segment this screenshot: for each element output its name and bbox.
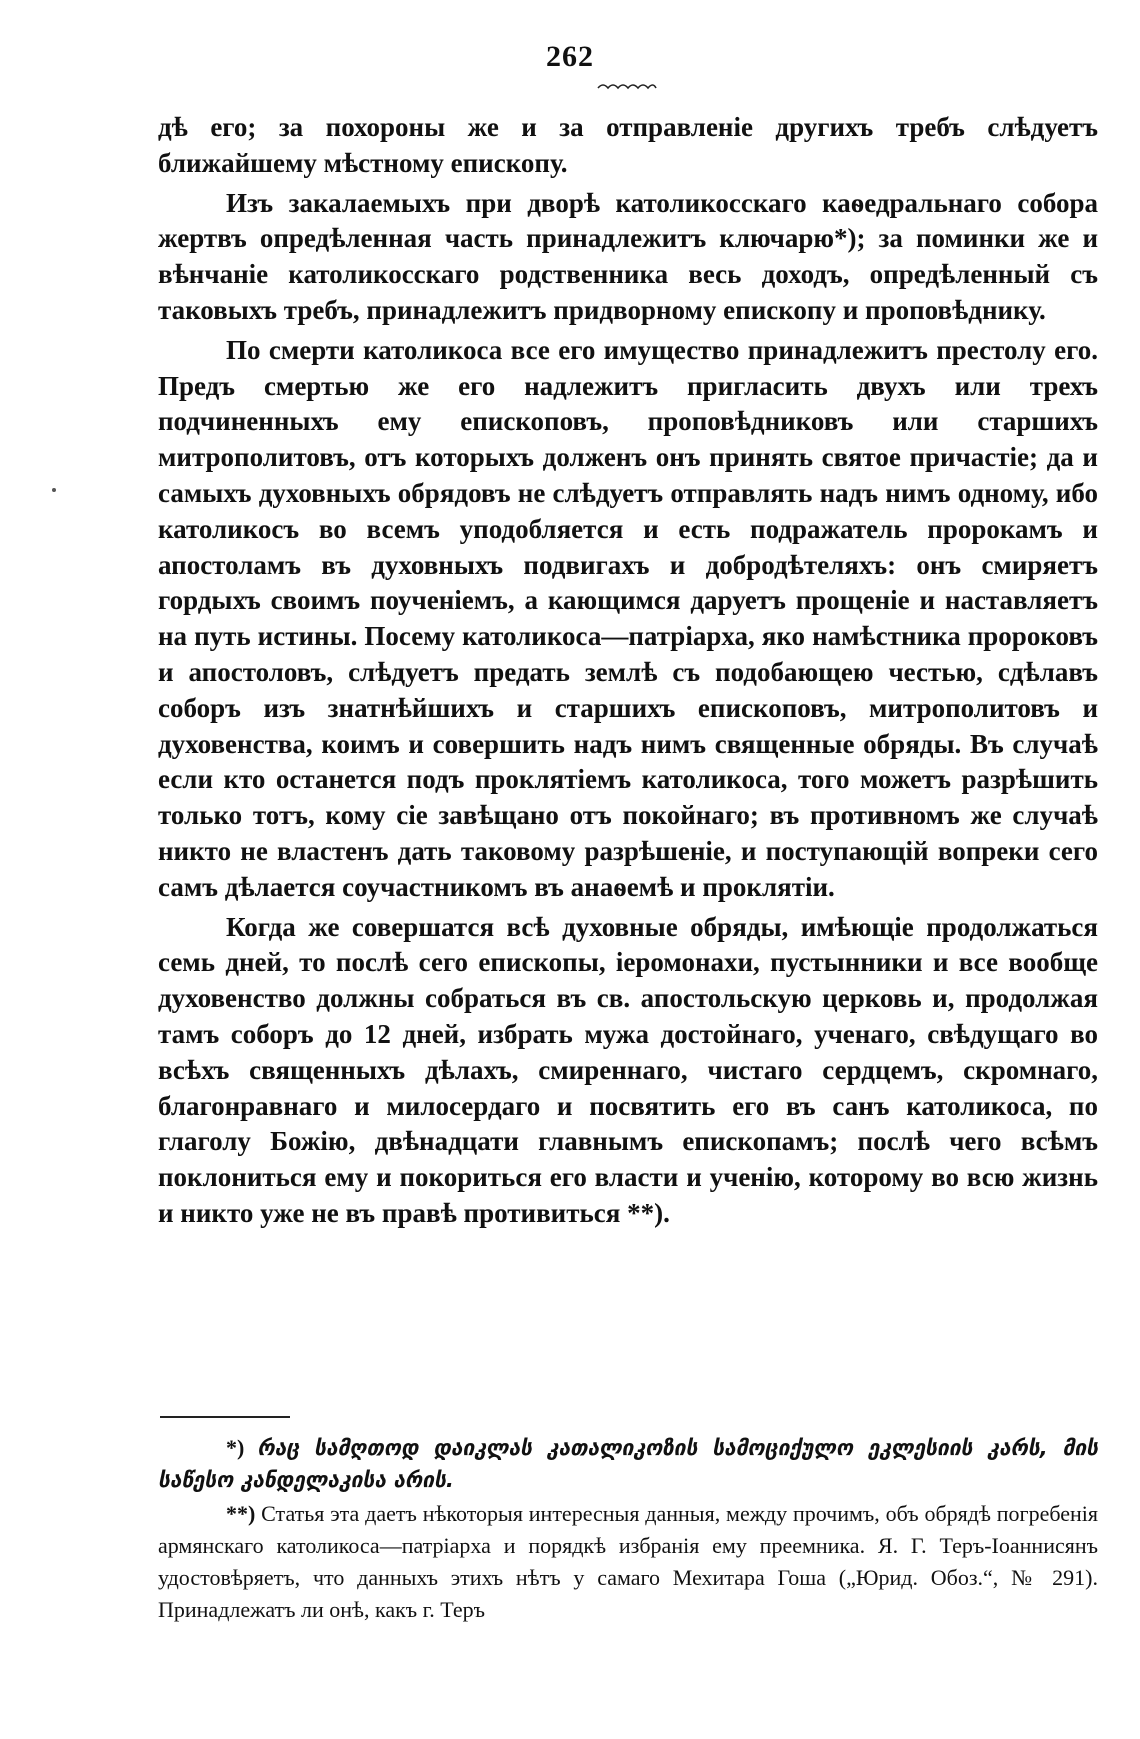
page-number: 262 bbox=[546, 40, 594, 73]
footnote-text: Статья эта даетъ нѣкоторыя интересныя данныя, между прочимъ, объ обрядѣ погребенія армянскаго католикоса—патріарха и порядкѣ избранія ему преемника. Я. Г. Теръ-Іоаннисянъ удостовѣряетъ, что данныхъ этихъ нѣтъ у самаго Мехитара Гоша („Юрид. Обоз.“, № 291). Принадлежатъ ли онѣ, какъ г. Теръ bbox=[158, 1501, 1099, 1622]
paragraph: Когда же совершатся всѣ духовные обряды, имѣющіе продолжаться семь дней, то послѣ сего епископы, іеромонахи, пустынники и все вообще духовенство должны собраться въ св. апостольскую церковь и, продолжая тамъ соборъ до 12 дней, избрать мужа достойнаго, ученаго, свѣдущаго во всѣхъ священныхъ дѣлахъ, смиреннаго, чистаго сердцемъ, скромнаго, благонравнаго и милосердаго и посвятить его въ санъ католикоса, по глаголу Божію, двѣнадцати главнымъ епископамъ; послѣ чего всѣмъ поклониться ему и покориться его власти и ученію, которому во всю жизнь и никто уже не въ правѣ противиться **). bbox=[158, 911, 1098, 1228]
paragraph: По смерти католикоса все его имущество принадлежитъ престолу его. Предъ смертью же его надлежитъ пригласить двухъ или трехъ подчиненныхъ ему епископовъ, проповѣдниковъ или старшихъ митрополитовъ, отъ которыхъ долженъ онъ принять святое причастіе; да и самыхъ духовныхъ обрядовъ не слѣдуетъ отправлять надъ нимъ одному, ибо католикосъ во всемъ уподобляется и есть подражатель пророкамъ и апостоламъ въ духовныхъ подвигахъ и добродѣтеляхъ: онъ смиряетъ гордыхъ своимъ поученіемъ, а кающимся даруетъ прощеніе и наставляетъ на путь истины. Посему католикоса—патріарха, яко намѣстника пророковъ и апостоловъ, слѣдуетъ предать землѣ съ подобающею честью, сдѣлавъ соборъ изъ знатнѣйшихъ и старшихъ епископовъ, митрополитовъ и духовенства, коимъ и совершить надъ нимъ священные обряды. Въ случаѣ если кто останется подъ проклятіемъ католикоса, того можетъ разрѣшить только тотъ, кому сіе завѣщано отъ покойнаго; въ противномъ же случаѣ никто не властенъ дать таковому разрѣшеніе, и поступающій вопреки сего самъ дѣлается соучастникомъ въ анаѳемѣ и проклятіи. bbox=[158, 334, 1098, 902]
page-number-ornament bbox=[596, 80, 658, 92]
footnote-marker: *) bbox=[226, 1435, 245, 1460]
footnotes bbox=[158, 1432, 1098, 1628]
paragraph: Изъ закалаемыхъ при дворѣ католикосскаго каѳедральнаго собора жертвъ опредѣленная часть принадлежитъ ключарю*); за поминки же и вѣнчаніе католикосскаго родственника весь доходъ, опредѣленный съ таковыхъ требъ, принадлежитъ придворному епископу и проповѣднику. bbox=[158, 187, 1098, 325]
footnote bbox=[158, 1432, 1098, 1496]
main-text bbox=[158, 110, 1098, 1236]
margin-speck bbox=[52, 488, 56, 492]
footnote-marker: **) bbox=[226, 1501, 256, 1526]
footnote-separator bbox=[160, 1416, 290, 1418]
footnote bbox=[158, 1498, 1098, 1626]
paragraph-continuation: дѣ его; за похороны же и за отправленіе другихъ требъ слѣдуетъ ближайшему мѣстному епископу. bbox=[158, 112, 1098, 178]
footnote-text-georgian: რაც სამღთოდ დაიკლას კათალიკოზის სამოციქულო ეკლესიის კარს, მის საწესო კანდელაკისა არის. bbox=[158, 1436, 1099, 1492]
